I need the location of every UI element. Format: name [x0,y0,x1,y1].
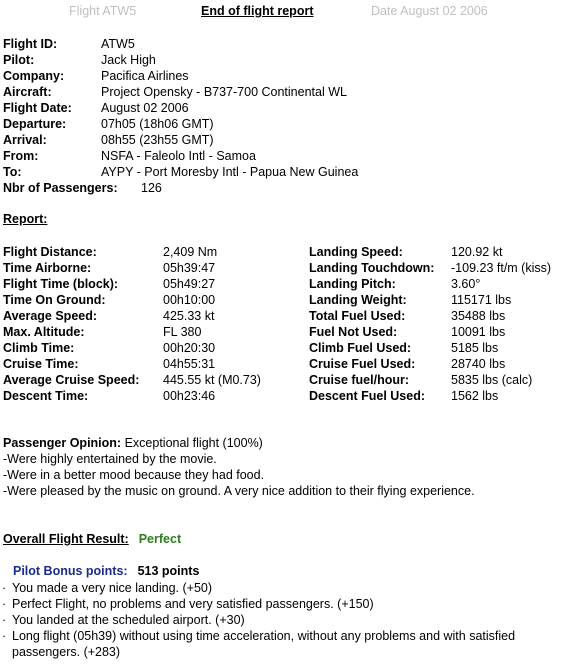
stat-value: 2,409 Nm [163,245,218,259]
bonus-label: Pilot Bonus points: [13,564,128,578]
info-row [3,68,358,84]
info-row [3,132,358,148]
info-label: Flight Date: [3,101,72,115]
info-row [3,52,358,68]
stat-label: Descent Fuel Used: [309,389,426,403]
stat-row [309,324,551,340]
stat-label: Average Speed: [3,309,98,323]
stat-label: Flight Distance: [3,245,97,259]
stat-label: Climb Fuel Used: [309,341,412,355]
info-value: AYPY - Port Moresby Intl - Papua New Guinea [101,165,359,179]
header-date: Date August 02 2006 [371,4,488,18]
stat-label: Landing Touchdown: [309,261,435,275]
stat-value: 05h49:27 [163,277,216,291]
stat-row [309,276,551,292]
opinion-line: -Were in a better mood because they had food. [3,468,265,482]
info-value: Jack High [101,53,156,67]
report-right-column [309,244,551,404]
info-label: Departure: [3,117,67,131]
stat-value: 3.60° [451,277,481,291]
info-label: To: [3,165,22,179]
info-value: 126 [141,181,162,195]
passenger-opinion [3,435,475,499]
stat-row [3,308,261,324]
stat-value: 00h23:46 [163,389,216,403]
info-value: 08h55 (23h55 GMT) [101,133,214,147]
info-label: Company: [3,69,65,83]
flight-info [3,36,358,196]
stat-row [3,340,261,356]
stat-row [3,292,261,308]
info-row [3,36,358,52]
overall-label: Overall Flight Result: [3,532,129,546]
stat-value: 445.55 kt (M0.73) [163,373,261,387]
opinion-value: Exceptional flight (100%) [124,436,263,450]
stat-row [3,260,261,276]
stat-row [309,388,551,404]
stat-label: Flight Time (block): [3,277,119,291]
bonus-item: · You made a very nice landing. (+50) [2,580,567,596]
stat-row [3,324,261,340]
info-row [3,84,358,100]
stat-row [309,372,551,388]
info-label: Arrival: [3,133,47,147]
stat-value: 35488 lbs [451,309,506,323]
stat-row [309,244,551,260]
page-title: End of flight report [201,4,314,18]
overall-value: Perfect [138,532,182,546]
stat-value: 425.33 kt [163,309,215,323]
stat-row [3,356,261,372]
stat-row [3,276,261,292]
info-label: Aircraft: [3,85,52,99]
info-row [3,180,358,196]
info-row [3,100,358,116]
info-value: Project Opensky - B737-700 Continental WL [101,85,347,99]
stat-value: 05h39:47 [163,261,216,275]
stat-row [3,372,261,388]
info-value: Pacifica Airlines [101,69,189,83]
info-row [3,164,358,180]
info-row [3,148,358,164]
stat-label: Fuel Not Used: [309,325,398,339]
opinion-line: -Were highly entertained by the movie. [3,452,217,466]
stat-value: 5185 lbs [451,341,499,355]
opinion-label: Passenger Opinion: [3,436,122,450]
stat-value: 28740 lbs [451,357,506,371]
stat-label: Climb Time: [3,341,75,355]
stat-label: Landing Pitch: [309,277,396,291]
stat-label: Cruise fuel/hour: [309,373,410,387]
bonus-item: · Long flight (05h39) without using time acceleration, without any problems and with satisfied passengers. (+283) [2,628,567,660]
stat-row [309,356,551,372]
stat-label: Cruise Time: [3,357,79,371]
info-label: Nbr of Passengers: [3,181,118,195]
stat-label: Landing Weight: [309,293,407,307]
info-value: NSFA - Faleolo Intl - Samoa [101,149,256,163]
info-value: August 02 2006 [101,101,189,115]
stat-row [3,388,261,404]
stat-value: 5835 lbs (calc) [451,373,533,387]
stat-value: 00h10:00 [163,293,216,307]
info-label: From: [3,149,39,163]
bonus-list [2,580,567,660]
stat-label: Time On Ground: [3,293,106,307]
stat-value: 04h55:31 [163,357,216,371]
stat-value: FL 380 [163,325,202,339]
stat-row [309,260,551,276]
opinion-line: -Were pleased by the music on ground. A very nice addition to their flying experience. [3,484,475,498]
stat-value: 120.92 kt [451,245,503,259]
report-header [0,4,573,22]
stat-row [309,340,551,356]
info-label: Flight ID: [3,37,58,51]
bonus-item: · You landed at the scheduled airport. (+30) [2,612,567,628]
stat-value: 115171 lbs [451,293,512,307]
header-flight: Flight ATW5 [69,4,137,18]
stat-label: Total Fuel Used: [309,309,406,323]
info-label: Pilot: [3,53,35,67]
stat-label: Landing Speed: [309,245,403,259]
stat-row [309,292,551,308]
info-row [3,116,358,132]
stat-label: Cruise Fuel Used: [309,357,416,371]
stat-label: Average Cruise Speed: [3,373,140,387]
bonus-value: 513 points [137,564,200,578]
stat-label: Max. Altitude: [3,325,85,339]
stat-label: Descent Time: [3,389,89,403]
stat-value: 1562 lbs [451,389,499,403]
report-heading: Report: [3,212,48,226]
stat-value: 10091 lbs [451,325,506,339]
info-value: 07h05 (18h06 GMT) [101,117,214,131]
stat-label: Time Airborne: [3,261,92,275]
stat-row [3,244,261,260]
overall-result [3,532,181,546]
bonus-summary [13,564,199,578]
info-value: ATW5 [101,37,135,51]
stat-value: -109.23 ft/m (kiss) [451,261,552,275]
stat-value: 00h20:30 [163,341,216,355]
stat-row [309,308,551,324]
report-left-column [3,244,261,404]
opinion-summary [3,435,475,451]
bonus-item: · Perfect Flight, no problems and very satisfied passengers. (+150) [2,596,567,612]
